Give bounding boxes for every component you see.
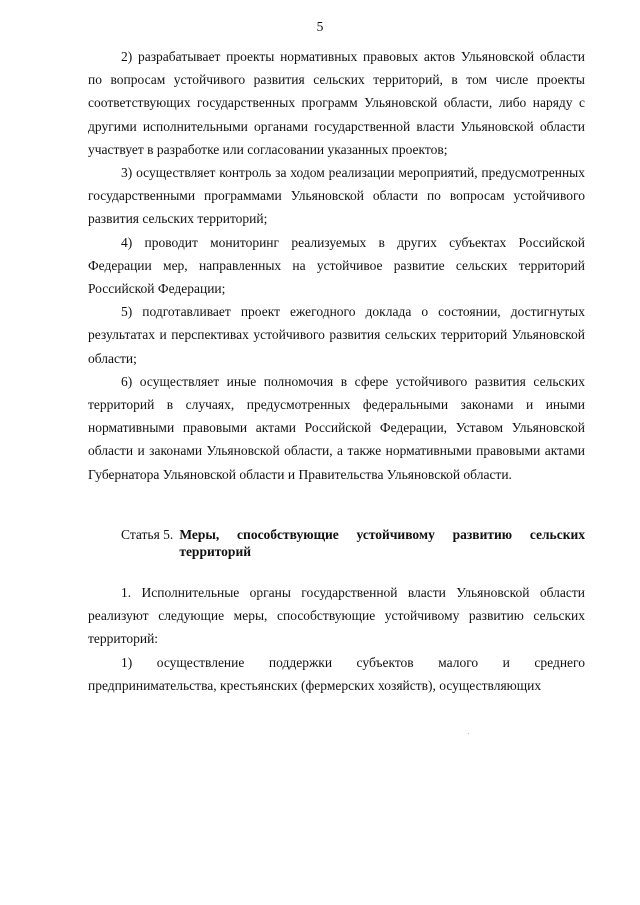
scan-speck <box>468 733 469 734</box>
article-title: Меры, способствующие устойчивому развитию сельских территорий <box>179 527 585 559</box>
list-item: 1) осуществление поддержки субъектов малого и среднего предпринимательства, крестьянских (фермерских хозяйств), осуществляющих <box>88 654 585 693</box>
powers-list <box>88 45 585 486</box>
list-item: 2) разрабатывает проекты нормативных правовых актов Ульяновской области по вопросам устойчивого развития сельских территорий, в том числе проекты соответствующих государственных программ Ульяновской области, либо наряду с другими исполнительными органами государственной власти Ульяновской области участвует в разработке или согласовании указанных проектов; <box>88 49 585 157</box>
list-item: 6) осуществляет иные полномочия в сфере устойчивого развития сельских территорий в случаях, предусмотренных федеральными законами и иными нормативными правовыми актами Российской Федерации, Уставом Ульяновской области и законами Ульяновской области, а также нормативными правовыми актами Губернатора Ульяновской области и Правительства Ульяновской области. <box>88 373 585 482</box>
article-body <box>88 581 585 697</box>
paragraph: 1. Исполнительные органы государственной власти Ульяновской области реализуют следующие меры, способствующие устойчивому развитию сельских территорий: <box>88 585 585 647</box>
article-heading <box>121 526 585 560</box>
page-number: 5 <box>316 19 324 34</box>
list-item: 3) осуществляет контроль за ходом реализации мероприятий, предусмотренных государственными программами Ульяновской области по вопросам устойчивого развития сельских территорий; <box>88 165 585 227</box>
list-item: 4) проводит мониторинг реализуемых в других субъектах Российской Федерации мер, направленных на устойчивое развитие сельских территорий Российской Федерации; <box>88 234 585 297</box>
list-item: 5) подготавливает проект ежегодного доклада о состоянии, достигнутых результатах и перспективах устойчивого развития сельских территорий Ульяновской области; <box>88 304 585 366</box>
article-label: Статья 5. <box>121 527 174 542</box>
